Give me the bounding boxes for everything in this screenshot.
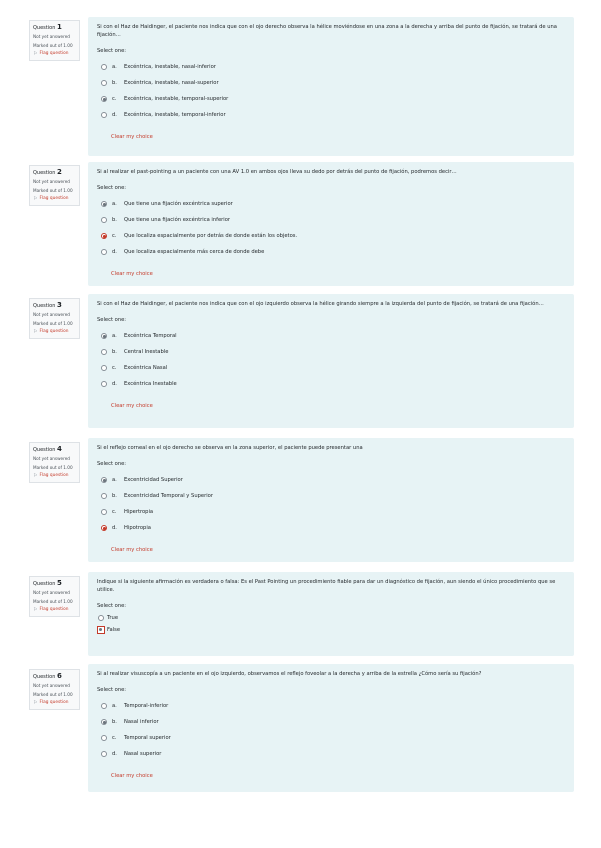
option-a[interactable]: a. Excéntrica Temporal [97, 328, 566, 344]
select-prompt: Select one: [97, 48, 127, 54]
question-number: Question 4 [33, 445, 62, 453]
flag-icon: ⚐ [33, 196, 38, 202]
radio-button[interactable] [101, 80, 107, 86]
question-content [88, 572, 574, 656]
answer-options [97, 698, 566, 762]
option-c[interactable]: c. Temporal superior [97, 730, 566, 746]
option-b[interactable]: b. Que tiene una fijación excéntrica inferior [97, 212, 566, 228]
question-grade: Marked out of 1.00 [33, 187, 73, 193]
question-info [29, 442, 80, 483]
select-prompt: Select one: [97, 603, 127, 609]
radio-button[interactable] [101, 381, 107, 387]
option-a[interactable]: a. Que tiene una fijación excéntrica superior [97, 196, 566, 212]
answer-options [97, 472, 566, 536]
question-content [88, 17, 574, 156]
radio-button[interactable] [101, 217, 107, 223]
question-state: Not yet answered [33, 683, 70, 688]
question-info [29, 669, 80, 710]
radio-button[interactable] [101, 703, 107, 709]
radio-button[interactable] [101, 64, 107, 70]
question-text: Indique si la siguiente afirmación es verdadera o falsa: Es el Past Pointing un procedimiento fiable para dar un diagnóstico de fijación, aun siendo el único procedimiento que se utilice. [97, 579, 556, 593]
option-d[interactable]: d. Nasal superior [97, 746, 566, 762]
question-content [88, 162, 574, 286]
question-info [29, 20, 80, 61]
radio-button[interactable] [101, 509, 107, 515]
question-content [88, 294, 574, 428]
radio-button-selected[interactable] [101, 719, 107, 725]
option-b[interactable]: b. Excentricidad Temporal y Superior [97, 488, 566, 504]
question-text: Si con el Haz de Haidinger, el paciente nos indica que con el ojo izquierdo observa la hélice girando siempre a la izquierda del punto de fijación, se tratará de una fijación… [97, 301, 544, 307]
answer-options [97, 612, 566, 636]
question-number: Question 2 [33, 168, 62, 176]
select-prompt: Select one: [97, 317, 127, 323]
option-d[interactable]: d. Hipotropia [97, 520, 566, 536]
question-number: Question 1 [33, 23, 62, 31]
question-number: Question 6 [33, 672, 62, 680]
question-grade: Marked out of 1.00 [33, 691, 73, 697]
question-grade: Marked out of 1.00 [33, 598, 73, 604]
answer-options [97, 196, 566, 260]
question-text: Si al realizar visuscopía a un paciente en el ojo izquierdo, observamos el reflejo foveolar a la derecha y arriba de la estrella ¿Cómo sería su fijación? [97, 671, 482, 677]
question-grade: Marked out of 1.00 [33, 42, 73, 48]
option-a[interactable]: a. Excéntrica, inestable, nasal-inferior [97, 59, 566, 75]
clear-choice-link[interactable]: Clear my choice [111, 134, 153, 140]
radio-button[interactable] [101, 249, 107, 255]
option-d[interactable]: d. Excéntrica Inestable [97, 376, 566, 392]
radio-button[interactable] [101, 349, 107, 355]
flag-question-link[interactable]: ⚐ Flag question [33, 329, 69, 335]
radio-button[interactable] [101, 735, 107, 741]
question-number: Question 5 [33, 579, 62, 587]
option-c[interactable]: c. Excéntrica Nasal [97, 360, 566, 376]
radio-button-selected[interactable] [101, 333, 107, 339]
question-info [29, 576, 80, 617]
option-a[interactable]: a. Excentricidad Superior [97, 472, 566, 488]
answer-options [97, 328, 566, 392]
flag-icon: ⚐ [33, 51, 38, 57]
radio-button[interactable] [101, 112, 107, 118]
option-b[interactable]: b. Central Inestable [97, 344, 566, 360]
question-state: Not yet answered [33, 179, 70, 184]
select-prompt: Select one: [97, 185, 127, 191]
question-info [29, 165, 80, 206]
clear-choice-link[interactable]: Clear my choice [111, 271, 153, 277]
radio-button[interactable] [98, 615, 104, 621]
clear-choice-link[interactable]: Clear my choice [111, 773, 153, 779]
radio-button[interactable] [101, 365, 107, 371]
radio-button[interactable] [101, 751, 107, 757]
option-c[interactable]: c. Que localiza espacialmente por detrás de donde están los objetos. [97, 228, 566, 244]
question-text: Si el reflejo corneal en el ojo derecho se observa en la zona superior, el paciente puede presentar una [97, 445, 363, 451]
question-text: Si al realizar el past-pointing a un paciente con una AV 1.0 en ambos ojos lleva su dedo por detrás del punto de fijación, podremos decir… [97, 169, 457, 175]
radio-button-selected[interactable] [101, 525, 107, 531]
option-b[interactable]: b. Nasal inferior [97, 714, 566, 730]
radio-button-selected[interactable] [101, 477, 107, 483]
question-number: Question 3 [33, 301, 62, 309]
flag-icon: ⚐ [33, 473, 38, 479]
option-true[interactable]: True [97, 612, 566, 624]
option-c[interactable]: c. Excéntrica, inestable, temporal-superior [97, 91, 566, 107]
radio-button-selected-focused[interactable] [97, 626, 105, 634]
option-a[interactable]: a. Temporal-inferior [97, 698, 566, 714]
select-prompt: Select one: [97, 687, 127, 693]
radio-button-selected[interactable] [101, 233, 107, 239]
question-state: Not yet answered [33, 312, 70, 317]
question-info [29, 298, 80, 339]
flag-question-link[interactable]: ⚐ Flag question [33, 196, 69, 202]
flag-icon: ⚐ [33, 607, 38, 613]
question-content [88, 664, 574, 792]
flag-question-link[interactable]: ⚐ Flag question [33, 51, 69, 57]
select-prompt: Select one: [97, 461, 127, 467]
option-d[interactable]: d. Que localiza espacialmente más cerca de donde debe [97, 244, 566, 260]
radio-button[interactable] [101, 493, 107, 499]
answer-options [97, 59, 566, 123]
flag-question-link[interactable]: ⚐ Flag question [33, 700, 69, 706]
question-state: Not yet answered [33, 590, 70, 595]
option-c[interactable]: c. Hipertropia [97, 504, 566, 520]
question-content [88, 438, 574, 562]
flag-question-link[interactable]: ⚐ Flag question [33, 473, 69, 479]
flag-question-link[interactable]: ⚐ Flag question [33, 607, 69, 613]
option-false[interactable]: False [97, 624, 566, 636]
question-grade: Marked out of 1.00 [33, 464, 73, 470]
option-d[interactable]: d. Excéntrica, inestable, temporal-inferior [97, 107, 566, 123]
question-text: Si con el Haz de Haidinger, el paciente nos indica que con el ojo derecho observa la hélice moviéndose en una zona a la derecha y arriba del punto de fijación, se tratará de una fijación… [97, 24, 557, 38]
question-state: Not yet answered [33, 34, 70, 39]
option-b[interactable]: b. Excéntrica, inestable, nasal-superior [97, 75, 566, 91]
question-grade: Marked out of 1.00 [33, 320, 73, 326]
flag-icon: ⚐ [33, 329, 38, 335]
radio-button-selected[interactable] [101, 96, 107, 102]
clear-choice-link[interactable]: Clear my choice [111, 403, 153, 409]
clear-choice-link[interactable]: Clear my choice [111, 547, 153, 553]
question-state: Not yet answered [33, 456, 70, 461]
flag-icon: ⚐ [33, 700, 38, 706]
radio-button-selected[interactable] [101, 201, 107, 207]
